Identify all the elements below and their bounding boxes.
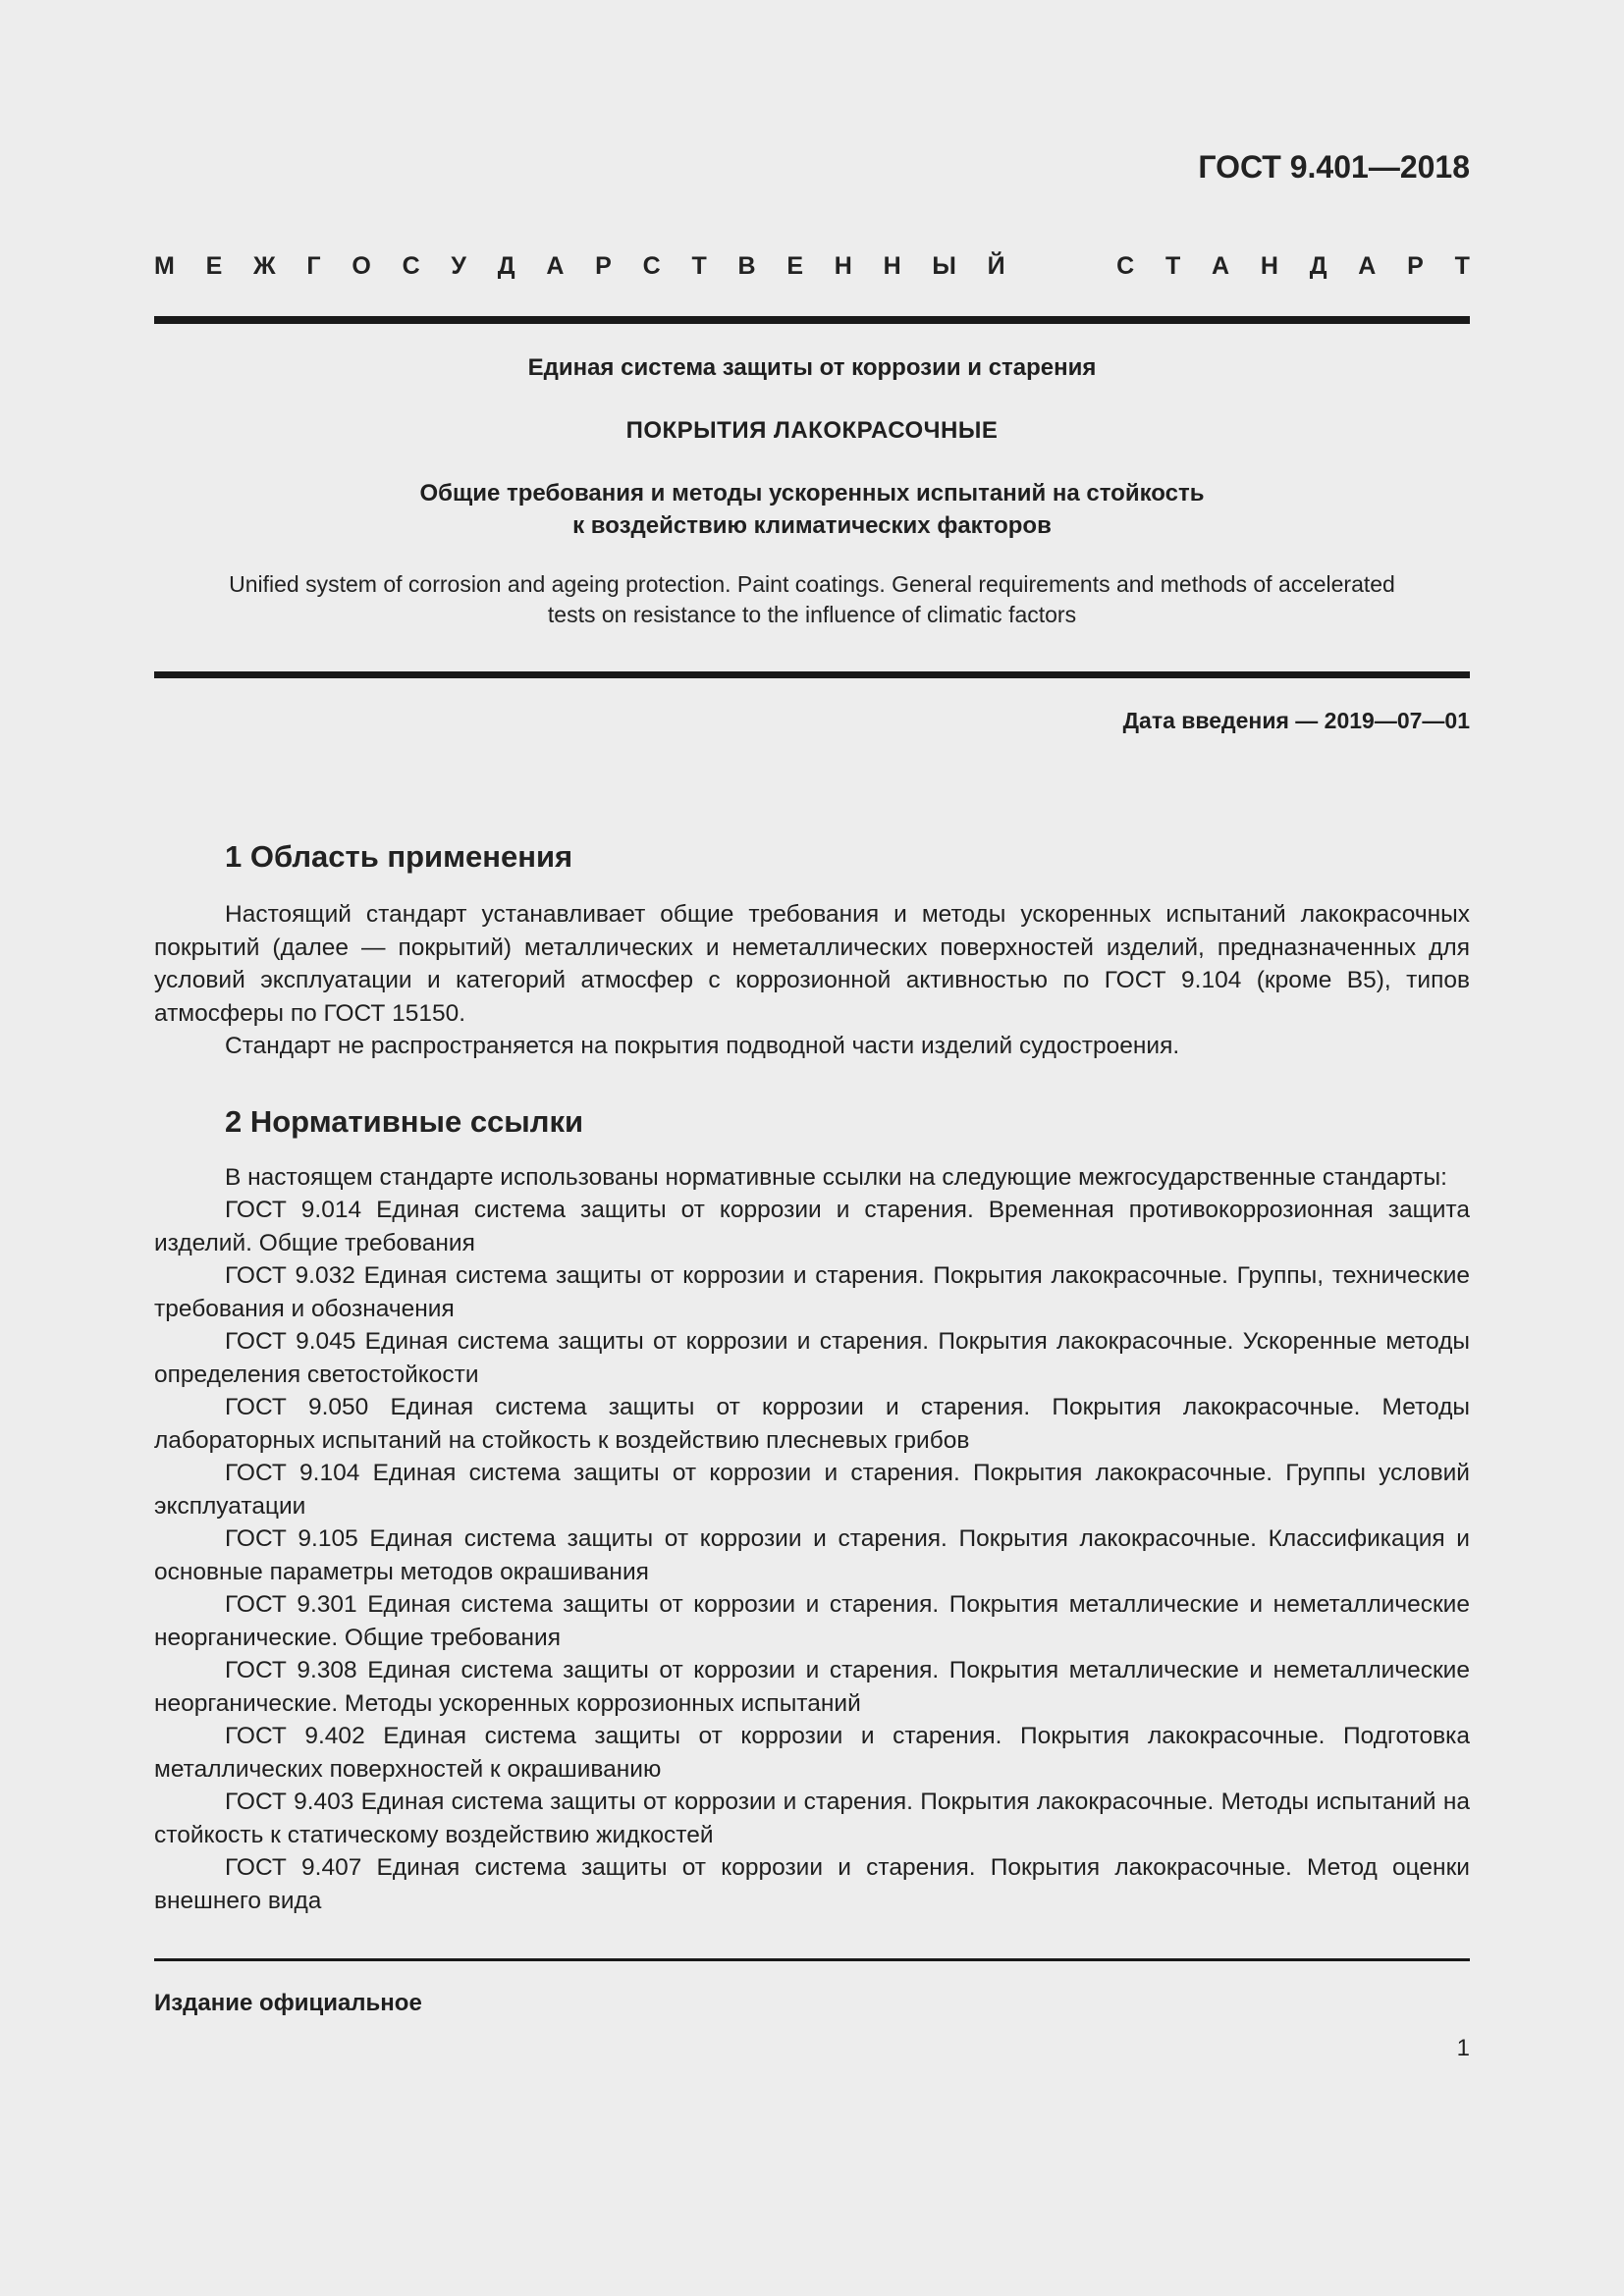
section-scope [154, 837, 1470, 1063]
footer-rule [154, 1958, 1470, 1961]
banner-letter: Е [786, 252, 803, 280]
banner-letter: О [352, 252, 371, 280]
header-rule [154, 316, 1470, 324]
banner-letter: Ы [932, 252, 956, 280]
reference-item: ГОСТ 9.050 Единая система защиты от коррозии и старения. Покрытия лакокрасочные. Методы лабораторных испытаний на стойкость к воздействию плесневых грибов [154, 1394, 1470, 1454]
banner-letter: А [1358, 252, 1377, 280]
edition-note: Издание официальное [154, 1990, 422, 2016]
banner-letter: Р [1407, 252, 1424, 280]
english-title-line-1: Unified system of corrosion and ageing protection. Paint coatings. General requirements and methods of accelerated [229, 571, 1395, 597]
english-title [154, 569, 1470, 630]
section-1-paragraph: Настоящий стандарт устанавливает общие требования и методы ускоренных испытаний лакокрасочных покрытий (далее — покрытий) металлических и неметаллических поверхностей изделий, предназначенных для условий эксплуатации и категорий атмосфер с коррозионной активностью по ГОСТ 9.104 (кроме В5), типов атмосферы по ГОСТ 15150. [154, 901, 1470, 1027]
banner-letter: Д [1309, 252, 1327, 280]
section-1-heading: 1 Область применения [225, 839, 573, 874]
reference-item: ГОСТ 9.032 Единая система защиты от коррозии и старения. Покрытия лакокрасочные. Группы, технические требования и обозначения [154, 1262, 1470, 1322]
interstate-standard-banner [154, 251, 1470, 281]
banner-letter: Г [306, 252, 321, 280]
reference-item: ГОСТ 9.402 Единая система защиты от коррозии и старения. Покрытия лакокрасочные. Подготовка металлических поверхностей к окрашиванию [154, 1723, 1470, 1783]
banner-letter: А [546, 252, 565, 280]
reference-item: ГОСТ 9.308 Единая система защиты от коррозии и старения. Покрытия металлические и неметаллические неорганические. Методы ускоренных коррозионных испытаний [154, 1657, 1470, 1717]
banner-letter: С [402, 252, 420, 280]
system-title: Единая система защиты от коррозии и старения [527, 354, 1097, 381]
introduction-date: Дата введения — 2019—07—01 [1122, 708, 1470, 733]
page-number: 1 [1456, 2035, 1470, 2061]
banner-letter: В [737, 252, 756, 280]
document-page [154, 137, 1470, 2063]
banner-letter: Т [691, 252, 707, 280]
banner-letter: М [154, 252, 175, 280]
banner-letter: Н [883, 252, 901, 280]
reference-item: ГОСТ 9.014 Единая система защиты от коррозии и старения. Временная противокоррозионная защита изделий. Общие требования [154, 1197, 1470, 1256]
reference-item: ГОСТ 9.301 Единая система защиты от коррозии и старения. Покрытия металлические и неметаллические неорганические. Общие требования [154, 1591, 1470, 1651]
banner-letter: Т [1165, 252, 1181, 280]
section-normative-references [154, 1102, 1470, 1918]
section-2-heading: 2 Нормативные ссылки [225, 1103, 584, 1139]
reference-list [154, 1194, 1470, 1917]
reference-item: ГОСТ 9.104 Единая система защиты от коррозии и старения. Покрытия лакокрасочные. Группы условий эксплуатации [154, 1460, 1470, 1520]
banner-letter: Р [595, 252, 612, 280]
section-2-intro: В настоящем стандарте использованы нормативные ссылки на следующие межгосударственные стандарты: [225, 1163, 1447, 1191]
banner-letter: Н [834, 252, 852, 280]
english-title-line-2: tests on resistance to the influence of climatic factors [547, 602, 1077, 627]
subtitle-line-2: к воздействию климатических факторов [572, 512, 1052, 539]
banner-word-gap [1036, 251, 1085, 281]
reference-item: ГОСТ 9.045 Единая система защиты от коррозии и старения. Покрытия лакокрасочные. Ускоренные методы определения светостойкости [154, 1328, 1470, 1388]
banner-letter: С [1116, 252, 1135, 280]
banner-letter: Е [205, 252, 223, 280]
banner-letter: У [451, 252, 466, 280]
main-title: ПОКРЫТИЯ ЛАКОКРАСОЧНЫЕ [625, 417, 999, 444]
subtitle [154, 477, 1470, 542]
reference-item: ГОСТ 9.105 Единая система защиты от коррозии и старения. Покрытия лакокрасочные. Классификация и основные параметры методов окрашивания [154, 1525, 1470, 1585]
banner-letter: Д [497, 252, 515, 280]
banner-letter: С [642, 252, 661, 280]
banner-letter: А [1212, 252, 1230, 280]
title-block-rule [154, 671, 1470, 678]
subtitle-line-1: Общие требования и методы ускоренных испытаний на стойкость [419, 480, 1205, 507]
reference-item: ГОСТ 9.403 Единая система защиты от коррозии и старения. Покрытия лакокрасочные. Методы испытаний на стойкость к статическому воздействию жидкостей [154, 1789, 1470, 1848]
banner-letter: Т [1454, 252, 1470, 280]
section-1-paragraph: Стандарт не распространяется на покрытия подводной части изделий судостроения. [225, 1033, 1180, 1059]
reference-item: ГОСТ 9.407 Единая система защиты от коррозии и старения. Покрытия лакокрасочные. Метод оценки внешнего вида [154, 1854, 1470, 1914]
banner-letter: Ж [253, 252, 276, 280]
banner-letter: Й [987, 252, 1005, 280]
document-number: ГОСТ 9.401—2018 [1198, 149, 1470, 185]
banner-letter: Н [1260, 252, 1278, 280]
